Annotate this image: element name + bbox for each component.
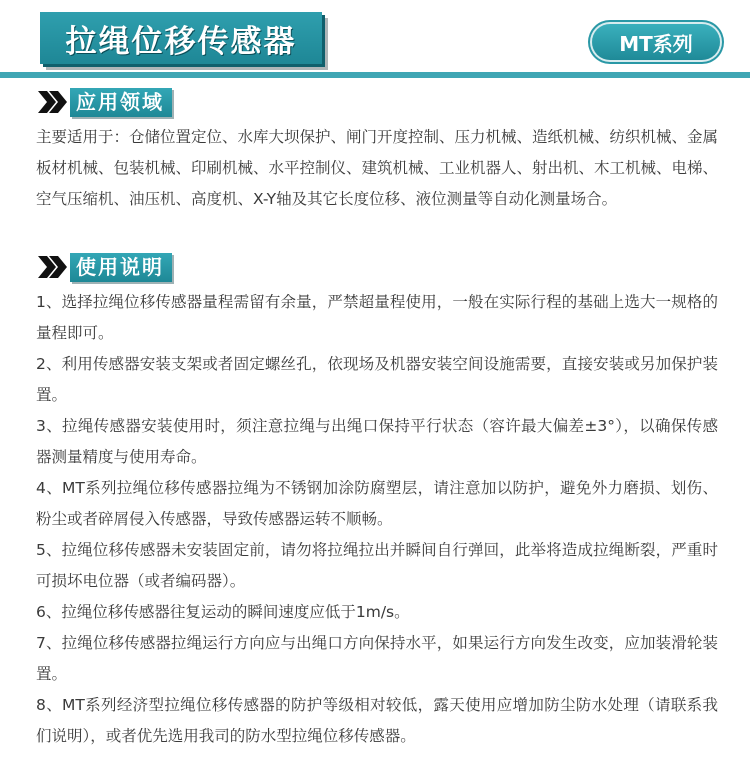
section-heading-label: 应用领域: [70, 88, 172, 117]
series-badge-text: MT系列: [619, 31, 693, 56]
application-paragraph: [36, 122, 718, 215]
section-heading-usage: [36, 253, 172, 281]
usage-item-1: 1、选择拉绳位移传感器量程需留有余量，严禁超量程使用，一般在实际行程的基础上选大一规格的量程即可。: [36, 293, 718, 342]
section-heading-label: 使用说明: [70, 253, 172, 282]
usage-item-3: 3、拉绳传感器安装使用时，须注意拉绳与出绳口保持平行状态（容许最大偏差±3°），以确保传感器测量精度与使用寿命。: [36, 417, 718, 466]
double-chevron-icon: [36, 89, 70, 115]
usage-item-6: 6、拉绳位移传感器往复运动的瞬间速度应低于1m/s。: [36, 603, 410, 621]
header-divider: [0, 72, 750, 78]
usage-list: [36, 287, 718, 752]
application-text: 主要适用于：仓储位置定位、水库大坝保护、闸门开度控制、压力机械、造纸机械、纺织机械、金属板材机械、包装机械、印刷机械、水平控制仪、建筑机械、工业机器人、射出机、木工机械、电梯、空气压缩机、油压机、高度机、X-Y轴及其它长度位移、液位测量等自动化测量场合。: [36, 128, 719, 208]
usage-item-7: 7、拉绳位移传感器拉绳运行方向应与出绳口方向保持水平，如果运行方向发生改变，应加装滑轮装置。: [36, 634, 718, 683]
usage-item-5: 5、拉绳位移传感器未安装固定前，请勿将拉绳拉出并瞬间自行弹回，此举将造成拉绳断裂，严重时可损坏电位器（或者编码器）。: [36, 541, 718, 590]
page-title: [40, 12, 322, 64]
usage-item-2: 2、利用传感器安装支架或者固定螺丝孔，依现场及机器安装空间设施需要，直接安装或另加保护装置。: [36, 355, 718, 404]
section-heading-application: [36, 88, 172, 116]
usage-item-8: 8、MT系列经济型拉绳位移传感器的防护等级相对较低，露天使用应增加防尘防水处理（请联系我们说明），或者优先选用我司的防水型拉绳位移传感器。: [36, 696, 718, 745]
usage-item-4: 4、MT系列拉绳位移传感器拉绳为不锈钢加涂防腐塑层，请注意加以防护，避免外力磨损、划伤、粉尘或者碎屑侵入传感器，导致传感器运转不顺畅。: [36, 479, 718, 528]
double-chevron-icon: [36, 254, 70, 280]
page-title-text: 拉绳位移传感器: [65, 23, 297, 60]
series-badge: [592, 24, 720, 60]
